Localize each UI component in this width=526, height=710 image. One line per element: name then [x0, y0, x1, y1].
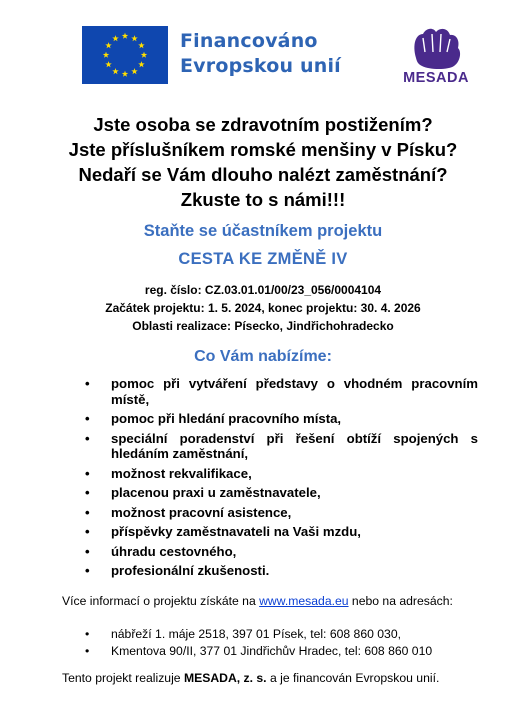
address-pisek: nábřeží 1. máje 2518, 397 01 Písek, tel: 608 860 030,	[111, 627, 401, 641]
bullet-icon: •	[85, 430, 90, 446]
reg-number: reg. číslo: CZ.03.01.01/00/23_056/0004104	[144, 283, 382, 297]
bullet-icon: •	[85, 543, 90, 559]
project-name: CESTA KE ZMĚNĚ IV	[178, 250, 348, 268]
bullet-icon: •	[85, 563, 90, 578]
bullet-icon: •	[85, 504, 90, 520]
eu-star-icon	[122, 33, 128, 39]
eu-star-icon	[112, 68, 118, 74]
eu-star-icon	[138, 42, 144, 48]
question-line: Jste příslušníkem romské menšiny v Písku?	[68, 139, 458, 160]
list-item: • profesionální zkušenosti.	[85, 563, 270, 578]
eu-star-icon	[105, 42, 111, 48]
eu-funding-line2: Evropskou unií	[180, 55, 341, 77]
eu-star-icon	[122, 71, 128, 77]
eu-star-icon	[131, 35, 137, 41]
address-jindrichuv-hradec: Kmentova 90/II, 377 01 Jindřichův Hradec, tel: 608 860 010	[111, 644, 433, 658]
bullet-icon: •	[85, 376, 90, 391]
contact-intro-text: Více informací o projektu získáte na	[62, 594, 260, 608]
mesada-website-link[interactable]: www.mesada.eu	[259, 594, 349, 608]
project-areas: Oblasti realizace: Písecko, Jindřichohradecko	[132, 319, 394, 333]
project-invite: Staňte se účastníkem projektu	[143, 222, 383, 240]
header	[82, 26, 482, 84]
eu-star-icon	[141, 52, 147, 58]
list-item: • placenou praxi u zaměstnavatele,	[85, 485, 321, 500]
list-item: • možnost pracovní asistence,	[85, 504, 292, 520]
question-line: Zkuste to s námi!!!	[180, 189, 346, 210]
list-item: • speciální poradenství při řešení obtíží spojených s hledáním zaměstnání,	[85, 430, 478, 461]
project-details	[0, 281, 526, 335]
question-line: Nedaří se Vám dlouho nalézt zaměstnání?	[78, 164, 448, 185]
contact-intro-text-end: nebo na adresách:	[348, 594, 453, 608]
list-item: • možnost rekvalifikace,	[85, 465, 252, 481]
eu-star-icon	[103, 52, 109, 58]
list-item	[85, 626, 478, 643]
list-item: • pomoc při vytváření představy o vhodném pracovním místě,	[85, 376, 478, 407]
eu-funding-line1: Financováno	[180, 30, 318, 52]
list-item	[85, 643, 478, 660]
offer-list	[85, 376, 478, 583]
contact-intro	[62, 594, 476, 610]
eu-star-icon	[131, 68, 137, 74]
eu-star-icon	[112, 35, 118, 41]
mesada-logo-text: MESADA	[403, 70, 469, 86]
question-line: Jste osoba se zdravotním postižením?	[93, 114, 433, 135]
eu-star-icon	[105, 61, 111, 67]
project-dates: Začátek projektu: 1. 5. 2024, konec projektu: 30. 4. 2026	[105, 301, 421, 315]
eu-funding-label	[180, 29, 341, 79]
mesada-logo	[390, 22, 482, 88]
list-item: • příspěvky zaměstnavateli na Vaši mzdu,	[85, 524, 361, 539]
offer-title: Co Vám nabízíme:	[194, 348, 332, 365]
footer-text-end: a je financován Evropskou unií.	[266, 671, 440, 685]
bullet-icon: •	[85, 485, 90, 500]
bullet-icon: •	[85, 644, 90, 658]
eu-flag-icon	[82, 26, 168, 84]
bullet-icon: •	[85, 627, 90, 641]
list-item: • úhradu cestovného,	[85, 543, 237, 559]
bullet-icon: •	[85, 465, 90, 481]
footer-org-name: MESADA, z. s.	[183, 671, 267, 685]
footer-note	[62, 671, 476, 685]
eu-star-icon	[138, 61, 144, 67]
footer-text: Tento projekt realizuje	[62, 671, 184, 685]
bullet-icon: •	[85, 524, 90, 539]
eu-stars-icon	[82, 26, 168, 84]
list-item: • pomoc při hledání pracovního místa,	[85, 411, 342, 426]
bullet-icon: •	[85, 411, 90, 426]
address-list	[85, 626, 478, 660]
questions-block	[0, 112, 526, 212]
